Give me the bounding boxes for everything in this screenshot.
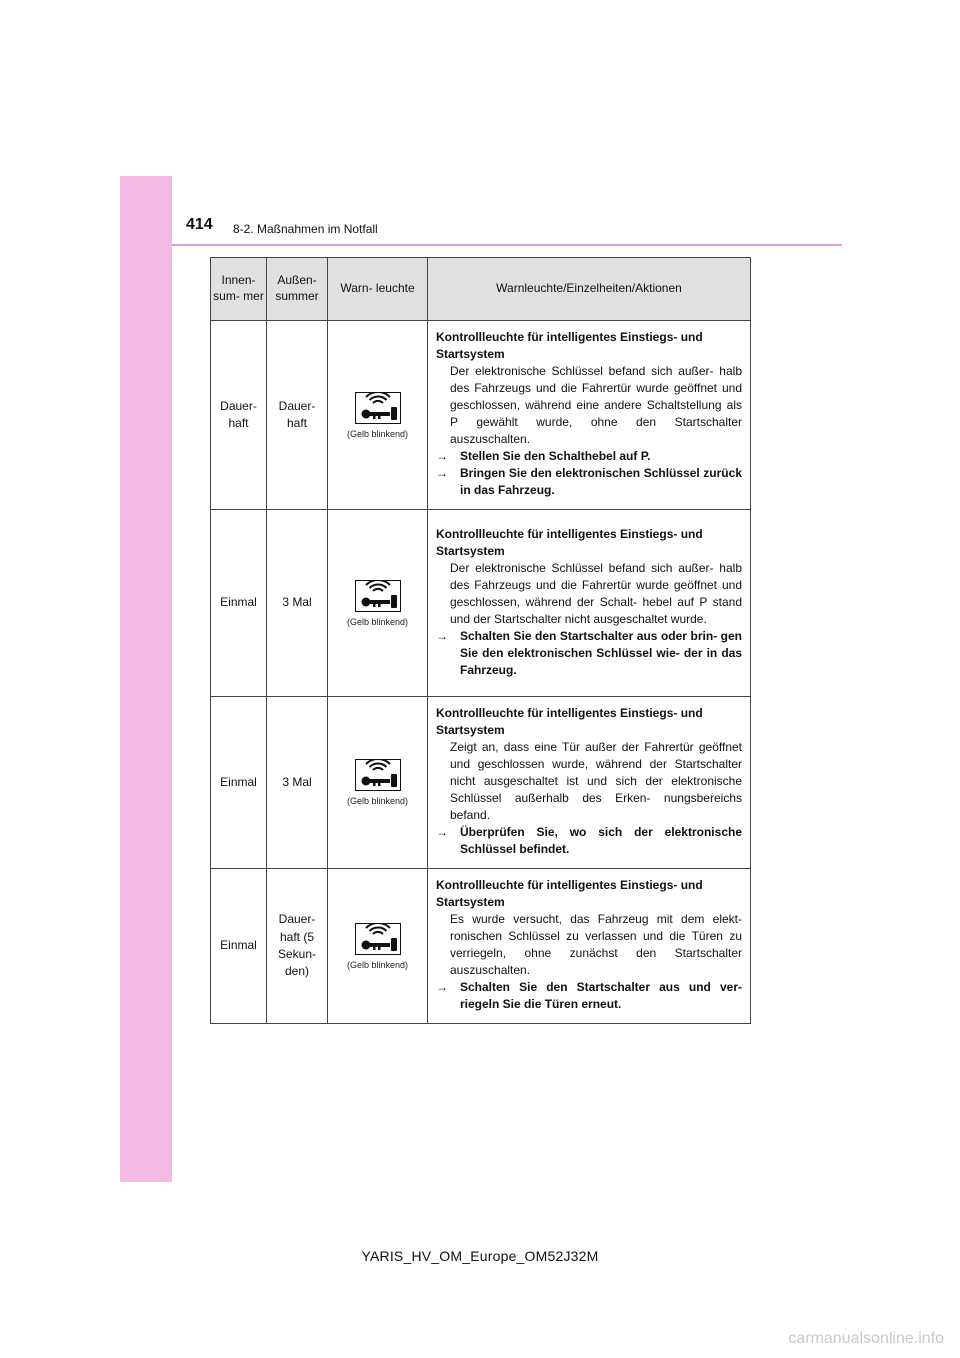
warning-light-cell [328,697,428,869]
section-title: 8-2. Maßnahmen im Notfall [233,222,378,236]
watermark: carmanualsonline.info [788,1330,944,1347]
outer-buzzer-cell: Dauer- haft (5 Sekun- den) [267,869,328,1024]
warning-title: Kontrollleuchte für intelligentes Einstiegs- und Startsystem [436,878,703,909]
warning-description: Der elektronische Schlüssel befand sich außer- halb des Fahrzeugs und die Fahrertür wurde geöffnet und geschlossen, während eine andere Schaltstellung als P gewählt wurde, ohne den Startschalter auszuschalten. [450,364,742,446]
page-number: 414 [186,216,213,233]
smart-key-warning-icon [355,580,401,612]
outer-buzzer-cell: 3 Mal [267,510,328,697]
warning-action: → Schalten Sie den Startschalter aus und ver- riegeln Sie die Türen erneut. [436,979,742,1013]
warning-action: → Überprüfen Sie, wo sich der elektronische Schlüssel befindet. [436,824,742,858]
icon-note: (Gelb blinkend) [346,428,409,439]
warning-title: Kontrollleuchte für intelligentes Einstiegs- und Startsystem [436,526,703,558]
footer-doc-code: YARIS_HV_OM_Europe_OM52J32M [361,1248,599,1264]
smart-key-warning-icon [355,392,401,424]
side-band [120,176,172,1182]
smart-key-warning-icon [355,923,401,955]
details-cell [428,697,751,869]
details-cell [428,321,751,510]
table-row [211,697,751,869]
warning-title: Kontrollleuchte für intelligentes Einstiegs- und Startsystem [436,330,703,361]
inner-buzzer-cell: Einmal [211,510,267,697]
warning-action: → Bringen Sie den elektronischen Schlüssel zurück in das Fahrzeug. [436,465,742,499]
icon-note: (Gelb blinkend) [346,616,409,627]
header-details: Warnleuchte/Einzelheiten/Aktionen [428,258,751,321]
table-row [211,869,751,1024]
inner-buzzer-cell: Einmal [211,697,267,869]
table-header-row [211,258,751,321]
smart-key-warning-icon [355,759,401,791]
header-warning-light: Warn- leuchte [328,258,428,321]
outer-buzzer-cell: Dauer- haft [267,321,328,510]
table-row [211,510,751,697]
header-outer-buzzer: Außen- summer [267,258,328,321]
icon-note: (Gelb blinkend) [346,796,409,806]
warning-description: Zeigt an, dass eine Tür außer der Fahrertür geöffnet und geschlossen wurde, während der Startschalter nicht ausgeschaltet ist und sich der elektronische Schlüssel außerhalb des Erken- nungsbereichs befand. [450,740,742,822]
warning-light-cell [328,321,428,510]
outer-buzzer-cell: 3 Mal [267,697,328,869]
header-rule [172,244,842,246]
warning-action: → Stellen Sie den Schalthebel auf P. [436,448,742,465]
warning-light-cell [328,869,428,1024]
warning-table [210,257,751,1024]
warning-title: Kontrollleuchte für intelligentes Einstiegs- und Startsystem [436,706,703,737]
header-inner-buzzer: Innen- sum- mer [211,258,267,321]
warning-action: → Schalten Sie den Startschalter aus oder brin- gen Sie den elektronischen Schlüssel wie- der in das Fahrzeug. [436,628,742,679]
table-row [211,321,751,510]
icon-note: (Gelb blinkend) [346,959,409,970]
details-cell [428,510,751,697]
inner-buzzer-cell: Dauer- haft [211,321,267,510]
details-cell [428,869,751,1024]
warning-description: Es wurde versucht, das Fahrzeug mit dem elekt- ronischen Schlüssel zu verlassen und die Türen zu verriegeln, ohne zunächst den Startschalter auszuschalten. [450,912,742,977]
warning-light-cell [328,510,428,697]
warning-description: Der elektronische Schlüssel befand sich außer- halb des Fahrzeugs und die Fahrertür wurde geöffnet und geschlossen, während der Schalt- hebel auf P stand und der Startschalter nicht ausgeschaltet wurde. [450,560,742,626]
inner-buzzer-cell: Einmal [211,869,267,1024]
